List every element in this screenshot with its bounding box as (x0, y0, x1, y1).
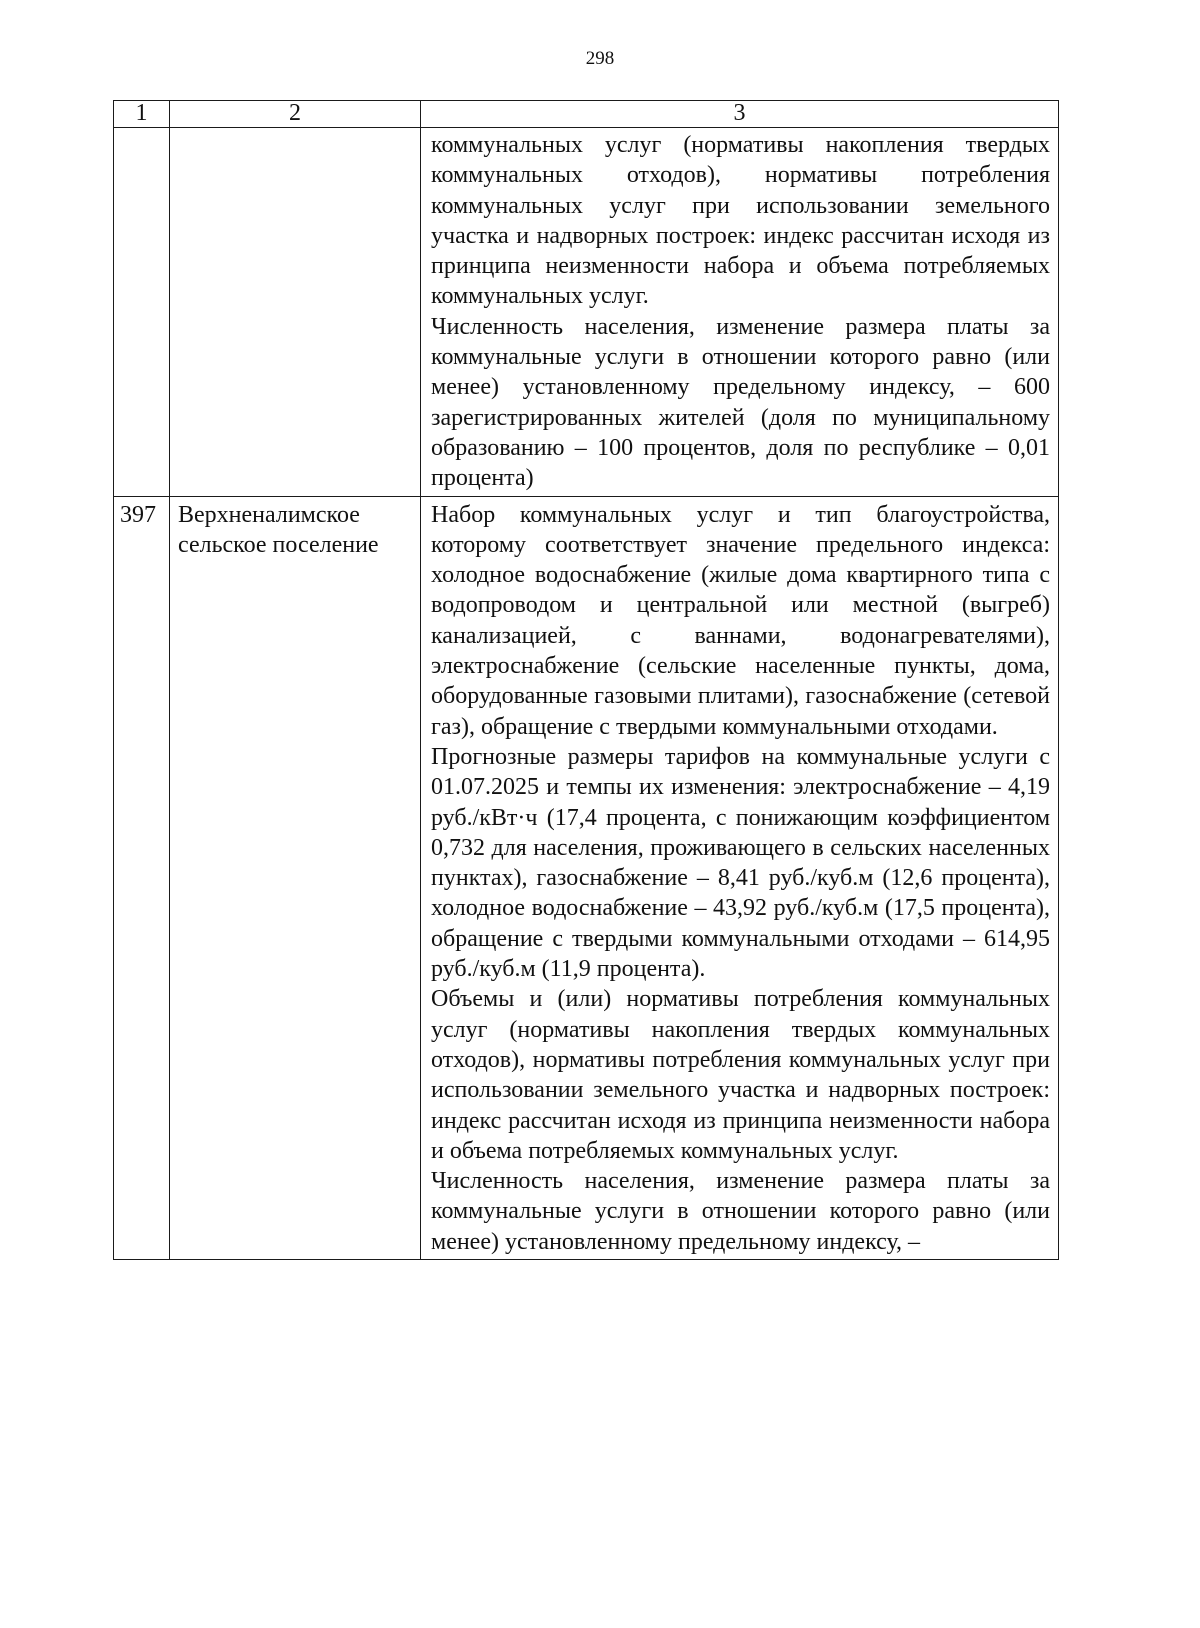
settlement-name (170, 128, 420, 131)
description-paragraph: коммунальных услуг (нормативы накопления твердых коммунальных отходов), нормативы потребления коммунальных услуг при использовании земельного участка и надворных построек: индекс рассчитан исходя из принципа неизменности набора и объема потребляемых коммунальных услуг. (431, 132, 1050, 310)
description-paragraph: Численность населения, изменение размера платы за коммунальные услуги в отношении которого равно (или менее) установленному предельному индексу, – (431, 1168, 1050, 1255)
column-header-1: 1 (114, 101, 170, 128)
description-paragraph: Прогнозные размеры тарифов на коммунальные услуги с 01.07.2025 и темпы их изменения: электроснабжение – 4,19 руб./кВт·ч (17,4 процента, с понижающим коэффициентом 0,732 для населения, проживающего в сельских населенных пунктах), газоснабжение – 8,41 руб./куб.м (12,6 процента), холодное водоснабжение – 43,92 руб./куб.м (17,5 процента), обращение с твердыми коммунальными отходами – 614,95 руб./куб.м (11,9 процента). (431, 743, 1050, 983)
settlement-name-cell (170, 496, 421, 1259)
page-number: 298 (585, 48, 615, 69)
row-number-cell (114, 128, 170, 497)
index-table (113, 100, 1059, 1260)
description-paragraph: Объемы и (или) нормативы потребления коммунальных услуг (нормативы накопления твердых коммунальных отходов), нормативы потребления коммунальных услуг при использовании земельного участка и надворных построек: индекс рассчитан исходя из принципа неизменности набора и объема потребляемых коммунальных услуг. (431, 986, 1050, 1164)
table-row (114, 128, 1059, 497)
description-cell (421, 128, 1059, 497)
settlement-name: Верхненалимское сельское поселение (178, 501, 379, 558)
description-paragraph: Набор коммунальных услуг и тип благоустройства, которому соответствует значение предельного индекса: холодное водоснабжение (жилые дома квартирного типа с водопроводом и центральной или местной (выгреб) канализацией, с ваннами, водонагревателями), электроснабжение (сельские населенные пункты, дома, оборудованные газовыми плитами), газоснабжение (сетевой газ), обращение с твердыми коммунальными отходами. (431, 501, 1050, 740)
description-paragraph: Численность населения, изменение размера платы за коммунальные услуги в отношении которого равно (или менее) установленному предельному индексу, – 600 зарегистрированных жителей (доля по муниципальному образованию – 100 процентов, доля по республике – 0,01 процента) (431, 313, 1050, 492)
column-header-2: 2 (170, 101, 421, 128)
description-cell (421, 496, 1059, 1259)
settlement-name-cell (170, 128, 421, 497)
row-number (114, 128, 169, 131)
column-header-3: 3 (421, 101, 1059, 128)
row-number-cell (114, 496, 170, 1259)
row-number: 397 (120, 501, 156, 528)
table-row (114, 496, 1059, 1259)
table-header-row (114, 101, 1059, 128)
